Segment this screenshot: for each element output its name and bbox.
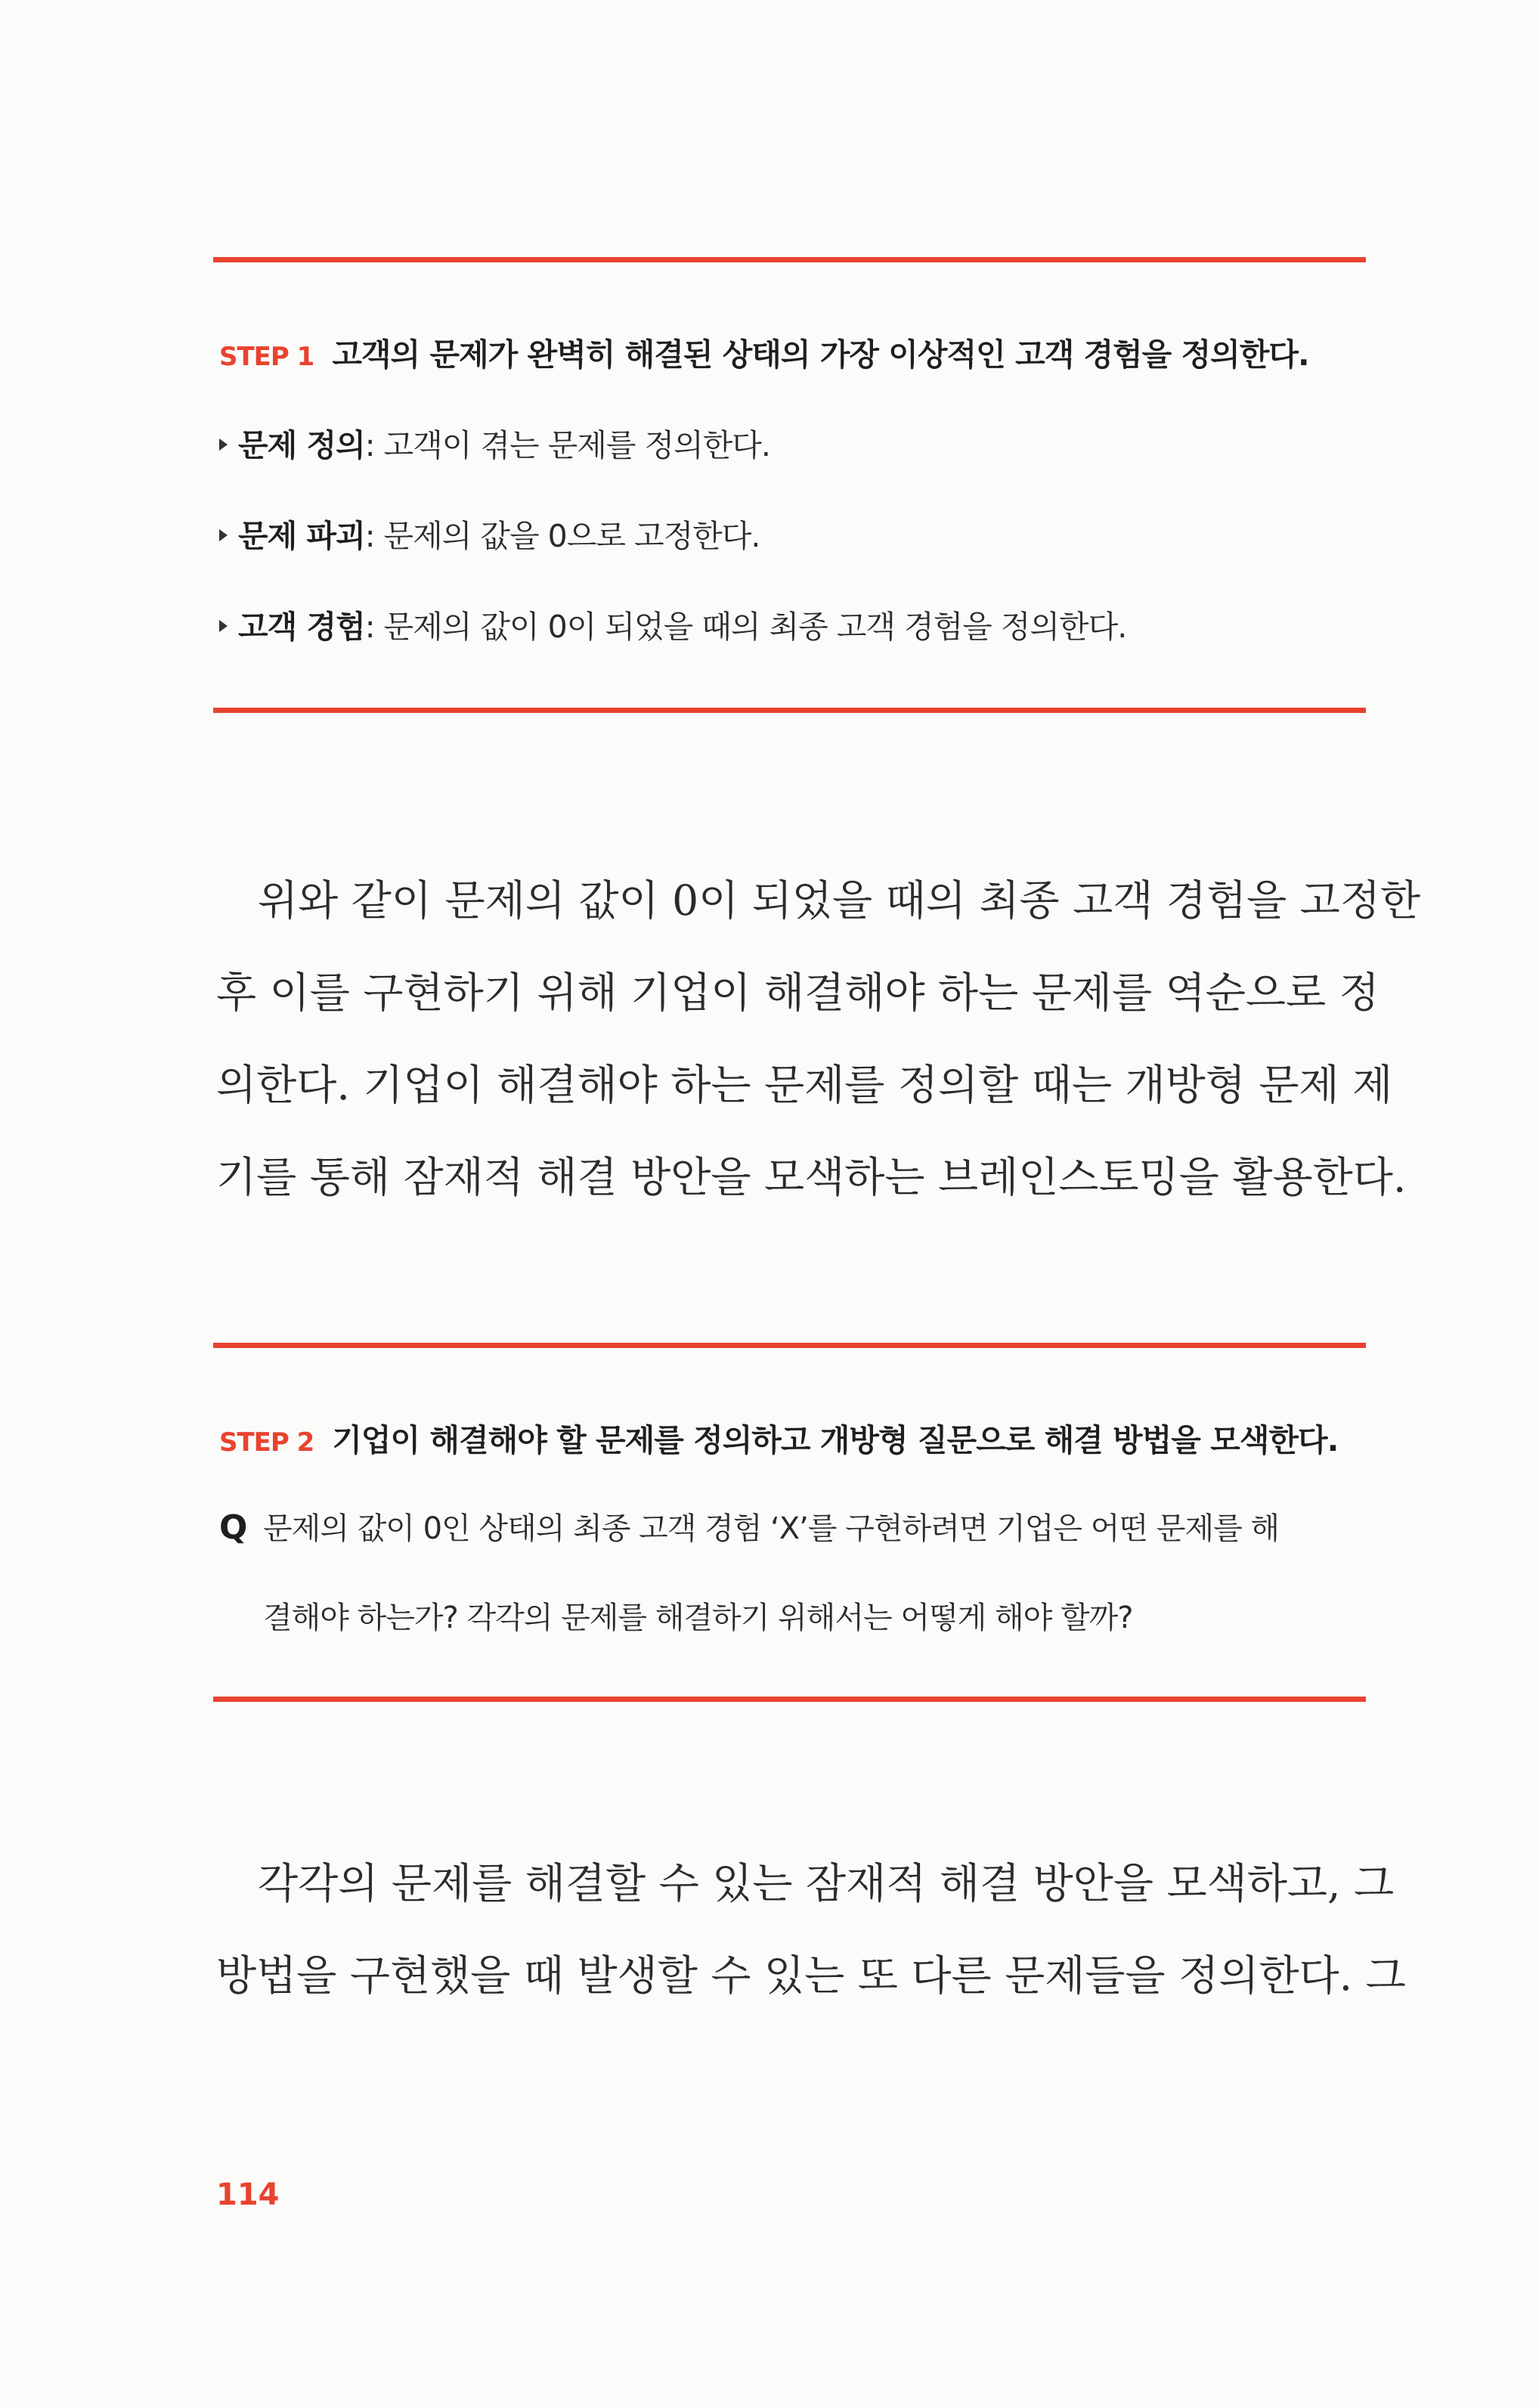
- step2-question-line-2: [263, 1594, 1132, 1637]
- step1-top-rule: [213, 257, 1366, 262]
- step2-heading: [219, 1415, 1338, 1460]
- step1-item-desc: : 고객이 겪는 문제를 정의한다.: [364, 427, 770, 463]
- question-mark-label: Q: [219, 1508, 247, 1547]
- step1-item: [219, 511, 760, 556]
- paragraph-line: 기를 통해 잠재적 해결 방안을 모색하는 브레인스토밍을 활용한다.: [216, 1153, 1407, 1201]
- paragraph-line: 각각의 문제를 해결할 수 있는 잠재적 해결 방안을 모색하고, 그: [258, 1859, 1395, 1907]
- question-text: 결해야 하는가? 각각의 문제를 해결하기 위해서는 어떻게 해야 할까?: [263, 1601, 1133, 1635]
- step2-question-line-1: [219, 1505, 1279, 1548]
- paragraph-line: 의한다. 기업이 해결해야 하는 문제를 정의할 때는 개방형 문제 제: [216, 1061, 1393, 1109]
- paragraph-line: 위와 같이 문제의 값이 0이 되었을 때의 최종 고객 경험을 고정한: [258, 876, 1421, 925]
- body-paragraph-2: [216, 1837, 1406, 2022]
- step1-item: [219, 420, 770, 465]
- step1-item-term: 문제 파괴: [238, 518, 365, 554]
- step2-bottom-rule: [213, 1697, 1366, 1702]
- step1-item: [219, 602, 1126, 646]
- paragraph-line: 방법을 구현했을 때 발생할 수 있는 또 다른 문제들을 정의한다. 그: [216, 1951, 1406, 2000]
- question-text: 문제의 값이 0인 상태의 최종 고객 경험 ‘X’를 구현하려면 기업은 어떤 문제를 해: [263, 1511, 1280, 1546]
- step2-top-rule: [213, 1343, 1366, 1348]
- triangle-bullet-icon: [219, 439, 228, 451]
- step2-label: STEP 2: [219, 1427, 314, 1458]
- triangle-bullet-icon: [219, 529, 228, 541]
- step1-item-desc: : 문제의 값을 0으로 고정한다.: [364, 518, 760, 554]
- step1-item-term: 고객 경험: [238, 609, 365, 645]
- page-number: 114: [216, 2177, 280, 2212]
- step2-title: 기업이 해결해야 할 문제를 정의하고 개방형 질문으로 해결 방법을 모색한다.: [332, 1422, 1339, 1458]
- step1-item-desc: : 문제의 값이 0이 되었을 때의 최종 고객 경험을 정의한다.: [364, 609, 1127, 645]
- paragraph-line: 후 이를 구현하기 위해 기업이 해결해야 하는 문제를 역순으로 정: [216, 968, 1380, 1017]
- step1-heading: [219, 330, 1309, 374]
- step1-item-term: 문제 정의: [238, 427, 365, 463]
- step1-title: 고객의 문제가 완벽히 해결된 상태의 가장 이상적인 고객 경험을 정의한다.: [332, 336, 1309, 373]
- triangle-bullet-icon: [219, 620, 228, 632]
- body-paragraph-1: [216, 854, 1421, 1223]
- step1-bottom-rule: [213, 708, 1366, 713]
- step1-label: STEP 1: [219, 342, 314, 372]
